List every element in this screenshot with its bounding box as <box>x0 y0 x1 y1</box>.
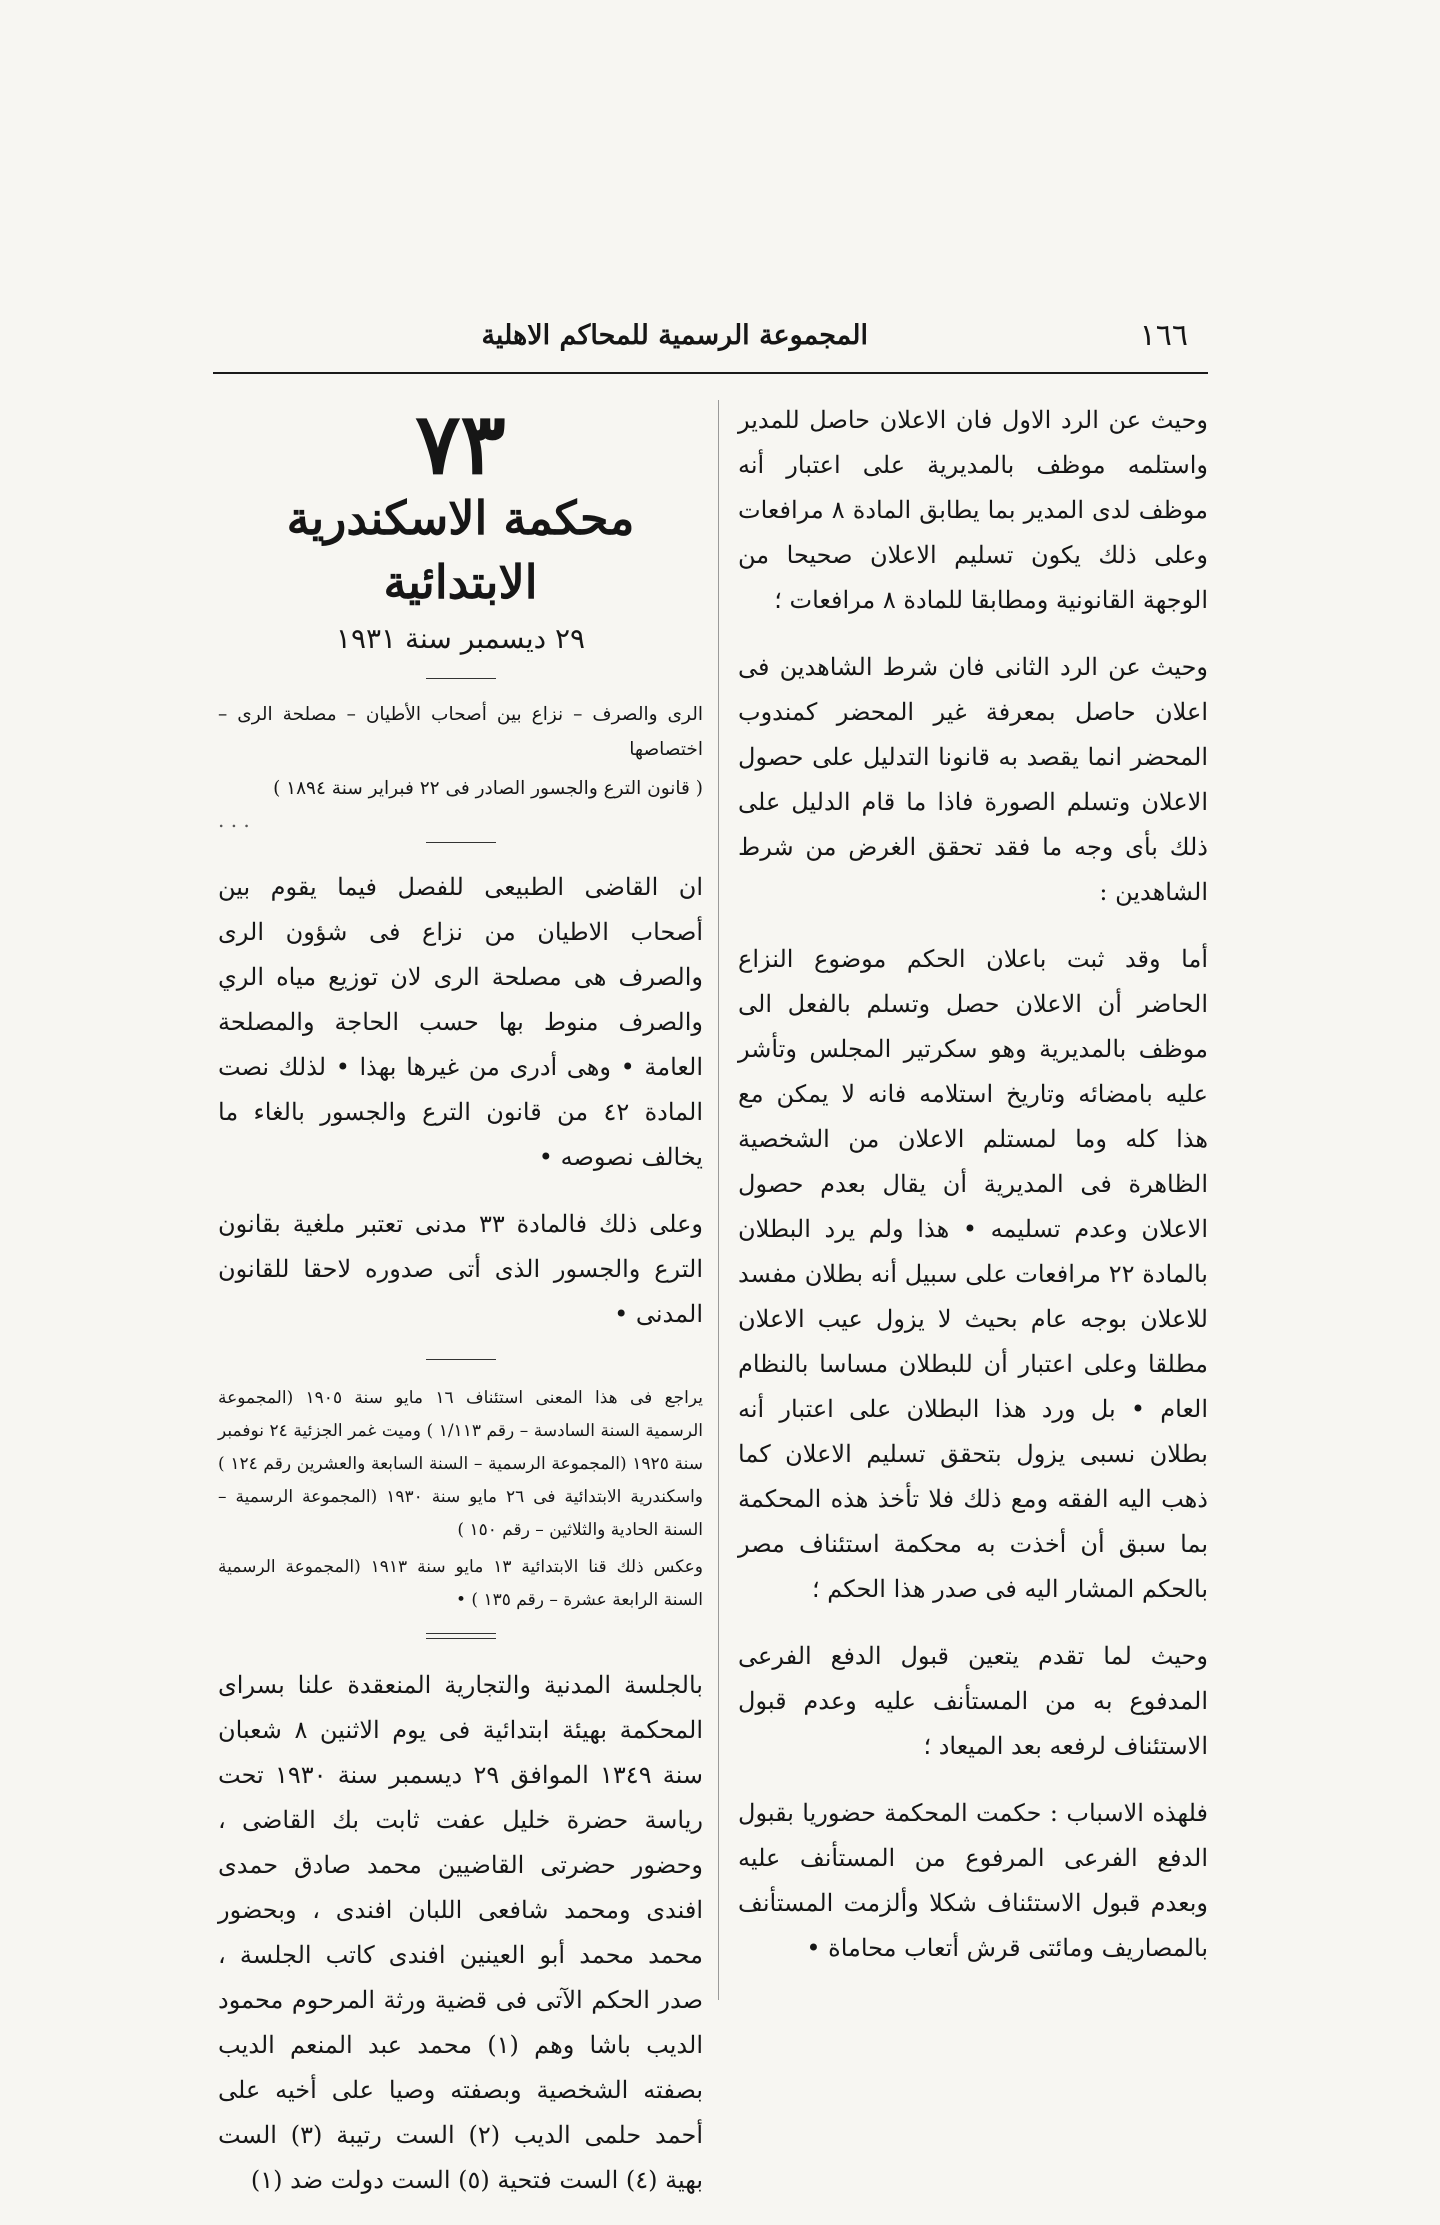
reference-note: يراجع فى هذا المعنى استئناف ١٦ مايو سنة ١٩٠٥ (المجموعة الرسمية السنة السادسة – رقم ١/١١٣ ) وميت غمر الجزئية ٢٤ نوفمبر سنة ١٩٢٥ (المجموعة الرسمية – السنة السابعة والعشرين رقم ١٢٤ ) واسكندرية الابتدائية فى ٢٦ مايو سنة ١٩٣٠ (المجموعة الرسمية – السنة الحادية والثلاثين – رقم ١٥٠ ) <box>218 1388 704 1540</box>
paragraph: وحيث عن الرد الاول فان الاعلان حاصل للمدير واستلمه موظف بالمديرية على اعتبار أنه موظف لدى المدير بما يطابق المادة ٨ مرافعات وعلى ذلك يكون تسليم الاعلان صحيحا من الوجهة القانونية ومطابقا للمادة ٨ مرافعات ؛ <box>738 406 1209 614</box>
page-number: ١٦٦ <box>1139 318 1188 353</box>
paragraph: فلهذه الاسباب : حكمت المحكمة حضوريا بقبول الدفع الفرعى المرفوع من المستأنف عليه وبعدم قبول الاستئناف شكلا وألزمت المستأنف بالمصاريف ومائتى قرش أتعاب محاماة • <box>738 1799 1208 1962</box>
page-header <box>213 318 1208 368</box>
law-reference: ( قانون الترع والجسور الصادر فى ٢٢ فبراير سنة ١٨٩٤ ) <box>273 778 703 799</box>
court-name: محكمة الاسكندرية الابتدائية <box>286 491 635 609</box>
principle-paragraph: وعلى ذلك فالمادة ٣٣ مدنى تعتبر ملغية بقانون الترع والجسور الذى أتى صدوره لاحقا للقانون المدنى • <box>218 1210 703 1328</box>
right-column <box>738 398 1208 1993</box>
divider <box>426 678 496 679</box>
principle-paragraph: ان القاضى الطبيعى للفصل فيما يقوم بين أصحاب الاطيان من نزاع فى شؤون الرى والصرف هى مصلحة الرى لان توزيع مياه الري والصرف منوط بها حسب الحاجة والمصلحة العامة • وهى أدرى من غيرها بهذا • لذلك نصت المادة ٤٢ من قانون الترع والجسور بالغاء ما يخالف نصوصه • <box>218 873 704 1171</box>
divider <box>426 1359 496 1360</box>
judgment-body: بالجلسة المدنية والتجارية المنعقدة علنا بسراى المحكمة بهيئة ابتدائية فى يوم الاثنين ٨ شعبان سنة ١٣٤٩ الموافق ٢٩ ديسمبر سنة ١٩٣٠ تحت رياسة حضرة خليل عفت ثابت بك القاضى ، وحضور حضرتى القاضيين محمد صادق حمدى افندى ومحمد شافعى اللبان افندى ، وبحضور محمد محمد أبو العينين افندى كاتب الجلسة ، صدر الحكم الآتى فى قضية ورثة المرحوم محمود الديب باشا وهم (١) محمد عبد المنعم الديب بصفته الشخصية وبصفته وصيا على أخيه على أحمد حلمى الديب (٢) الست رتيبة (٣) الست بهية (٤) الست فتحية (٥) الست دولت ضد (١) <box>218 1671 704 2194</box>
paragraph: أما وقد ثبت باعلان الحكم موضوع النزاع الحاضر أن الاعلان حصل وتسلم بالفعل الى موظف بالمديرية وهو سكرتير المجلس وتأشر عليه بامضائه وتاريخ استلامه فانه لا يمكن مع هذا كله وما لمستلم الاعلان من الشخصية الظاهرة فى المديرية أن يقال بعدم حصول الاعلان وعدم تسليمه • هذا ولم يرد البطلان بالمادة ٢٢ مرافعات على سبيل أنه بطلان مفسد للاعلان بوجه عام بحيث لا يزول عيب الاعلان مطلقا وعلى اعتبار أن للبطلان مساسا بالنظام العام • بل ورد هذا البطلان على اعتبار أنه بطلان نسبى يزول بتحقق تسليم الاعلان كما ذهب اليه الفقه ومع ذلك فلا تأخذ هذه المحكمة بما سبق أن أخذت به محكمة استئناف مصر بالحكم المشار اليه فى صدر هذا الحكم ؛ <box>738 945 1208 1603</box>
double-divider <box>426 1633 496 1639</box>
header-rule <box>213 372 1208 374</box>
paragraph: وحيث لما تقدم يتعين قبول الدفع الفرعى المدفوع به من المستأنف عليه وعدم قبول الاستئناف لرفعه بعد الميعاد ؛ <box>738 1642 1208 1760</box>
divider <box>426 842 496 843</box>
running-title: المجموعة الرسمية للمحاكم الاهلية <box>481 320 868 351</box>
reference-note: وعكس ذلك قنا الابتدائية ١٣ مايو سنة ١٩١٣ (المجموعة الرسمية السنة الرابعة عشرة – رقم ١٣٥ ) • <box>218 1557 703 1610</box>
case-number: ٧٣ <box>415 394 506 493</box>
keywords: الرى والصرف – نزاع بين أصحاب الأطيان – مصلحة الرى – اختصاصها <box>218 704 703 760</box>
left-column <box>218 394 704 2225</box>
case-date: ٢٩ ديسمبر سنة ١٩٣١ <box>335 622 586 655</box>
paragraph: وحيث عن الرد الثانى فان شرط الشاهدين فى اعلان حاصل بمعرفة غير المحضر كمندوب المحضر انما يقصد به قانونا التدليل على حصول الاعلان وتسلم الصورة فاذا ما قام الدليل على ذلك بأى وجه ما فقد تحقق الغرض من شرط الشاهدين : <box>738 653 1208 906</box>
dotted-mark: . . . <box>218 808 250 832</box>
column-divider <box>718 400 719 2000</box>
